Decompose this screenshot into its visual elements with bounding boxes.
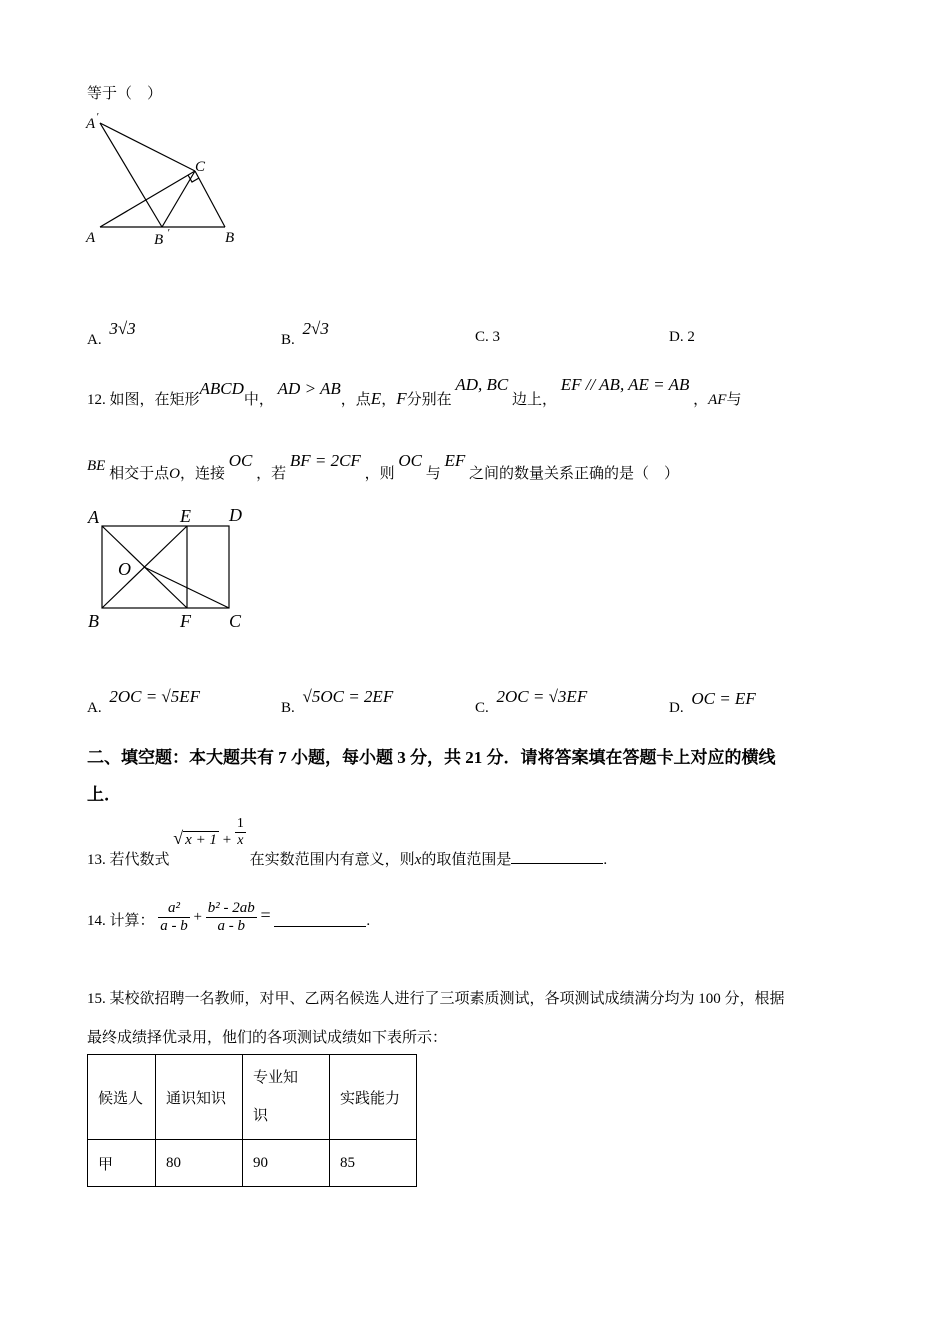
- q13-sqrt: √ x + 1: [173, 827, 217, 848]
- header-cell: [243, 1055, 330, 1140]
- prime-mark: ′: [96, 111, 99, 123]
- q12-text: ，: [693, 392, 709, 408]
- q12-math: EF // AB, AE = AB: [560, 375, 690, 394]
- q12-math: F: [396, 389, 407, 408]
- table-cell: 85: [330, 1140, 417, 1187]
- q14-fraction-2: [206, 900, 257, 935]
- q11-option-b: [281, 319, 329, 349]
- numerator: a²: [158, 900, 190, 918]
- q14: [87, 900, 370, 950]
- q12-math: ABCD: [199, 379, 244, 398]
- label-b: B: [225, 230, 235, 246]
- q13: [87, 818, 607, 868]
- table-row: [88, 1140, 417, 1187]
- numerator: b² - 2ab: [207, 900, 255, 916]
- header-cell: 实践能力: [330, 1055, 417, 1140]
- q12-math: BF = 2CF: [289, 451, 361, 470]
- option-value: 2OC = √5EF: [109, 687, 201, 706]
- q12-text: 分别在: [406, 392, 452, 408]
- q12-text: 之间的数量关系正确的是（ ）: [469, 466, 680, 482]
- q12-math: AF: [708, 392, 727, 408]
- header-cell: 通识知识: [156, 1055, 243, 1140]
- header-cell-line: 专业知: [253, 1070, 299, 1086]
- denominator: a - b: [217, 918, 245, 934]
- q12-text: 边上，: [512, 392, 558, 408]
- option-value: 3: [492, 329, 501, 345]
- section-heading-line1: 二、填空题：本大题共有 7 小题，每小题 3 分，共 21 分．请将答案填在答题卡上对应的横线: [87, 748, 776, 767]
- q11-option-a: [87, 319, 136, 349]
- label-e: E: [180, 506, 191, 526]
- q13-fraction: [235, 816, 246, 849]
- label-f: F: [180, 611, 191, 631]
- scores-table: [87, 1054, 417, 1187]
- denominator: x: [237, 833, 244, 848]
- label-a: A: [86, 230, 96, 246]
- header-cell: 候选人: [88, 1055, 156, 1140]
- label-aprime: A: [86, 116, 96, 132]
- q12-math: BE: [87, 458, 106, 474]
- q12-text: 与: [726, 392, 742, 408]
- q12-math: AD > AB: [277, 379, 341, 398]
- q12-line1: [87, 375, 742, 409]
- q12-text: ，点: [340, 392, 371, 408]
- q14-end: .: [366, 912, 371, 929]
- q12-option-c: [475, 687, 588, 717]
- question-number: 14.: [87, 912, 106, 929]
- q15-line1: 15. 某校欲招聘一名教师，对甲、乙两名候选人进行了三项素质测试，各项测试成绩满分均为 100 分，根据: [87, 991, 785, 1007]
- option-value: 2√3: [302, 319, 329, 338]
- q12-option-d: [669, 689, 756, 717]
- option-label: D.: [669, 700, 684, 716]
- question-number: 12.: [87, 392, 106, 408]
- label-c: C: [195, 159, 206, 175]
- q12-text: ，: [381, 392, 397, 408]
- table-header-row: [88, 1055, 417, 1140]
- segment-a-c: [100, 171, 195, 227]
- label-o: O: [118, 559, 131, 579]
- answer-blank[interactable]: [511, 847, 603, 864]
- denominator: a - b: [160, 918, 188, 934]
- q11-option-d: [669, 329, 695, 346]
- option-value: 2OC = √3EF: [496, 687, 588, 706]
- q12-option-b: [281, 687, 394, 717]
- option-value: OC = EF: [691, 689, 756, 708]
- label-d: D: [229, 505, 242, 525]
- q12-text: ，则: [364, 466, 395, 482]
- question-number: 13.: [87, 851, 106, 868]
- numerator: 1: [236, 816, 244, 831]
- option-label: A.: [87, 700, 102, 716]
- prime-mark-2: ′: [167, 227, 170, 239]
- section-heading-line2: 上．: [87, 785, 121, 804]
- option-label: C.: [475, 700, 489, 716]
- q12-text: 与: [425, 466, 441, 482]
- q12-math: E: [370, 389, 382, 408]
- q13-end: .: [603, 851, 608, 868]
- label-b: B: [88, 611, 99, 631]
- q12-line2: [87, 451, 680, 483]
- table-cell: 甲: [88, 1140, 156, 1187]
- option-label: C.: [475, 329, 489, 345]
- q12-math: EF: [444, 451, 466, 470]
- plus-sign: +: [222, 831, 232, 848]
- label-bprime: B: [154, 232, 164, 248]
- q12-math: OC: [228, 451, 253, 470]
- q12-text: 中，: [243, 392, 274, 408]
- radicand: x + 1: [185, 831, 217, 848]
- q14-text: 计算：: [109, 912, 155, 929]
- table-cell: 90: [243, 1140, 330, 1187]
- q13-text: 在实数范围内有意义，则: [249, 851, 415, 868]
- q12-text: 如图，在矩形: [109, 392, 200, 408]
- q13-text: 若代数式: [109, 851, 170, 868]
- q11-tail: 等于（ ）: [87, 86, 163, 102]
- answer-blank[interactable]: [274, 912, 366, 927]
- q13-text: 的取值范围是: [421, 851, 512, 868]
- header-cell-line: 识: [253, 1108, 269, 1124]
- q11-figure: [80, 108, 260, 253]
- q12-figure: [84, 500, 259, 640]
- label-a: A: [88, 507, 99, 527]
- q12-text: 相交于点: [109, 466, 170, 482]
- option-value: √5OC = 2EF: [302, 687, 394, 706]
- q15-line2: 最终成绩择优录用，他们的各项测试成绩如下表所示：: [87, 1030, 448, 1046]
- q12-math: AD, BC: [455, 375, 509, 394]
- q14-fraction-1: [158, 900, 190, 935]
- option-label: B.: [281, 332, 295, 348]
- option-label: B.: [281, 700, 295, 716]
- q11-option-c: [475, 329, 500, 346]
- q12-text: ，连接: [179, 466, 225, 482]
- label-c: C: [229, 611, 242, 631]
- q13-var: x: [414, 851, 422, 868]
- table-cell: 80: [156, 1140, 243, 1187]
- q12-math: O: [169, 466, 180, 482]
- q12-text: ，若: [256, 466, 287, 482]
- q12-math: OC: [398, 451, 422, 470]
- equals-sign: =: [260, 904, 271, 925]
- q12-option-a: [87, 687, 201, 717]
- option-label: D.: [669, 329, 684, 345]
- option-value: 3√3: [109, 319, 136, 338]
- option-value: 2: [687, 329, 695, 345]
- option-label: A.: [87, 332, 102, 348]
- segment-c-b: [195, 171, 225, 227]
- plus-sign: +: [193, 908, 202, 925]
